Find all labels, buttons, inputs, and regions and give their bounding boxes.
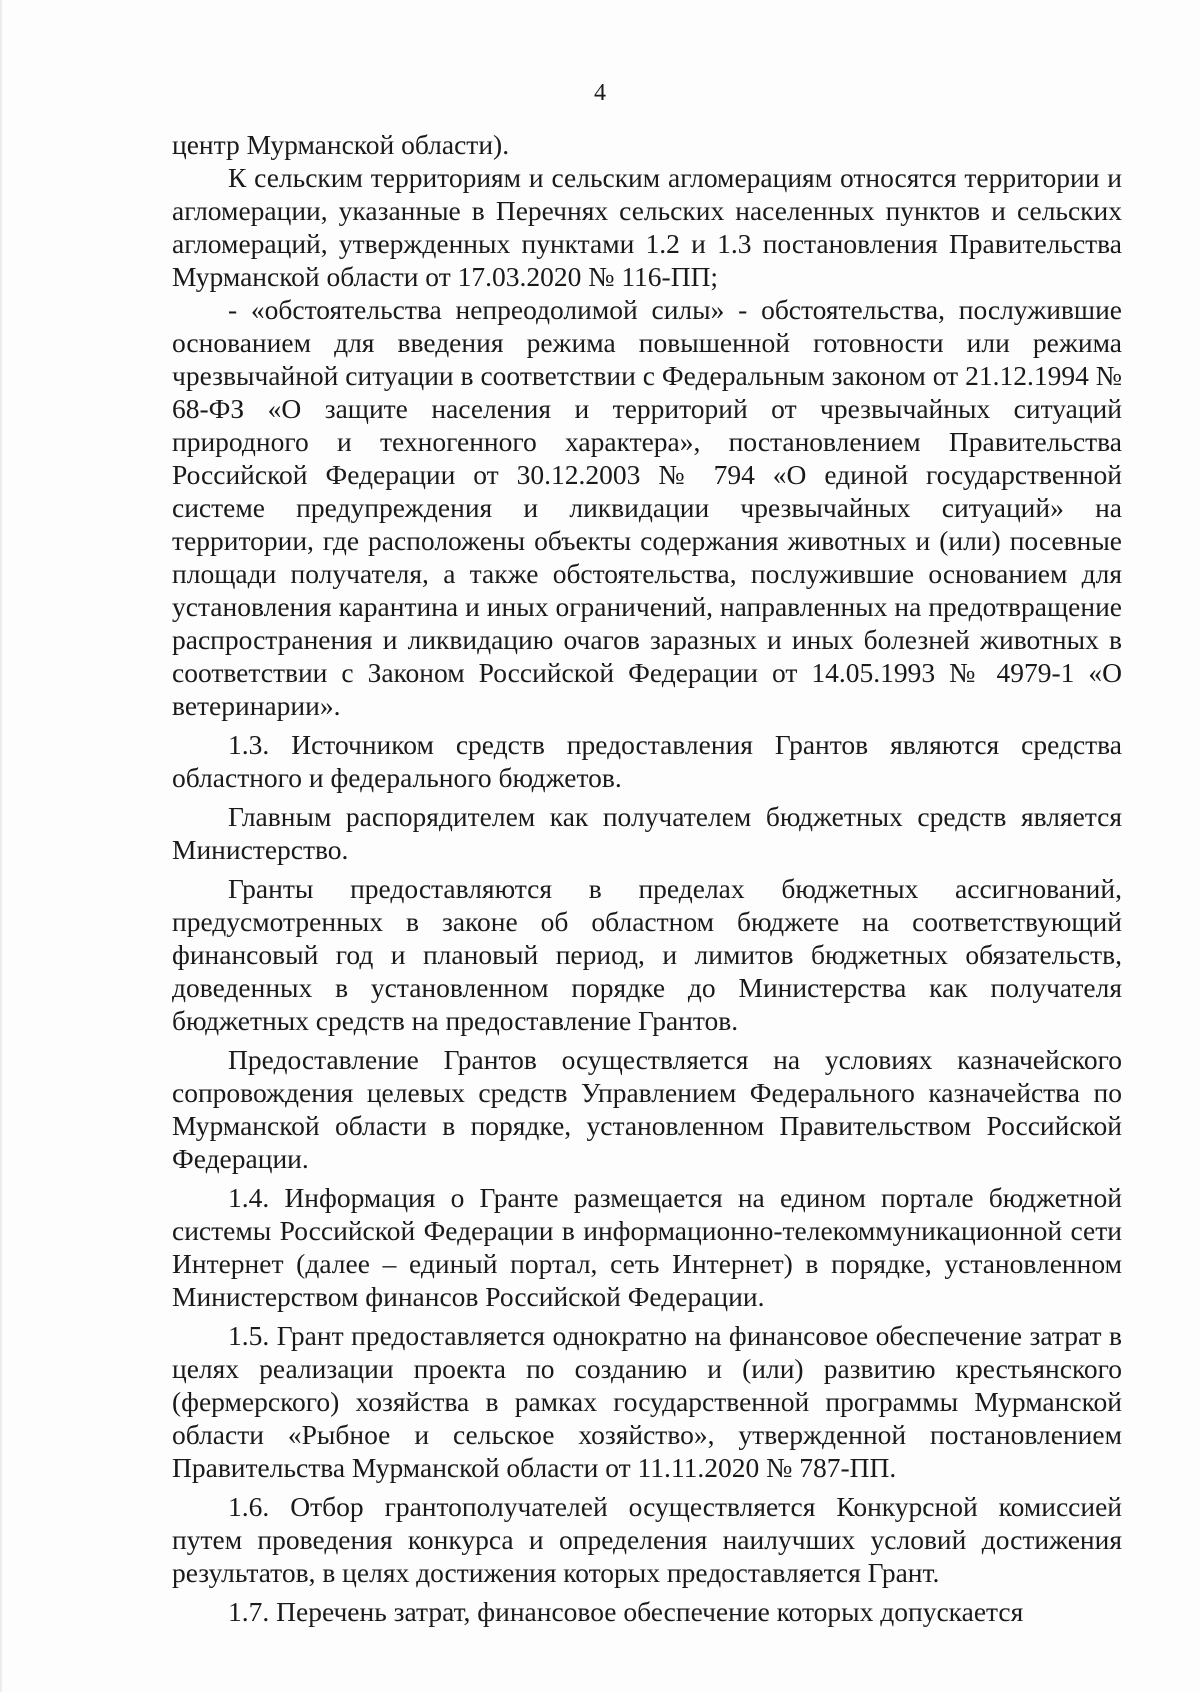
document-body (172, 128, 1122, 1628)
page-number: 4 (594, 80, 606, 106)
paragraph-main-administrator: Главным распорядителем как получателем бюджетных средств является Министерство. (172, 801, 1122, 865)
paragraph-grant-limits: Гранты предоставляются в пределах бюджетных ассигнований, предусмотренных в законе об областном бюджете на соответствующий финансовый год и плановый период, и лимитов бюджетных обязательств, доведенных в установленном порядке до Министерства как получателя бюджетных средств на предоставление Грантов. (172, 873, 1122, 1036)
paragraph-1-5-grant-purpose: 1.5. Грант предоставляется однократно на финансовое обеспечение затрат в целях реализации проекта по созданию и (или) развитию крестьянского (фермерского) хозяйства в рамках государственной программы Мурманской области «Рыбное и сельское хозяйство», утвержденной постановлением Правительства Мурманской области от 11.11.2020 № 787-ПП. (172, 1320, 1122, 1483)
scan-edge-shadow (0, 0, 3, 1692)
paragraph-rural-territories: К сельским территориям и сельским агломерациям относятся территории и агломерации, указанные в Перечнях сельских населенных пунктов и сельских агломераций, утвержденных пунктами 1.2 и 1.3 постановления Правительства Мурманской области от 17.03.2020 № 116-ПП; (172, 162, 1122, 292)
paragraph-force-majeure: - «обстоятельства непреодолимой силы» - обстоятельства, послужившие основанием для введения режима повышенной готовности или режима чрезвычайной ситуации в соответствии с Федеральным законом от 21.12.1994 № 68-ФЗ «О защите населения и территорий от чрезвычайных ситуаций природного и техногенного характера», постановлением Правительства Российской Федерации от 30.12.2003 № 794 «О единой государственной системе предупреждения и ликвидации чрезвычайных ситуаций» на территории, где расположены объекты содержания животных и (или) посевные площади получателя, а также обстоятельства, послужившие основанием для установления карантина и иных ограничений, направленных на предотвращение распространения и ликвидацию очагов заразных и иных болезней животных в соответствии с Законом Российской Федерации от 14.05.1993 № 4979-1 «О ветеринарии». (172, 294, 1122, 721)
paragraph-1-7-expenses: 1.7. Перечень затрат, финансовое обеспечение которых допускается (228, 1596, 1024, 1627)
paragraph-treasury-support: Предоставление Грантов осуществляется на условиях казначейского сопровождения целевых средств Управлением Федерального казначейства по Мурманской области в порядке, установленном Правительством Российской Федерации. (172, 1044, 1122, 1174)
paragraph-1-6-selection: 1.6. Отбор грантополучателей осуществляется Конкурсной комиссией путем проведения конкурса и определения наилучших условий достижения результатов, в целях достижения которых предоставляется Грант. (172, 1491, 1122, 1588)
paragraph-1-4-portal-info: 1.4. Информация о Гранте размещается на едином портале бюджетной системы Российской Федерации в информационно-телекоммуникационной сети Интернет (далее – единый портал, сеть Интернет) в порядке, установленном Министерством финансов Российской Федерации. (172, 1182, 1122, 1312)
paragraph-1-3-funding-source: 1.3. Источником средств предоставления Грантов являются средства областного и федерального бюджетов. (172, 729, 1122, 793)
paragraph-continuation: центр Мурманской области). (172, 129, 510, 160)
